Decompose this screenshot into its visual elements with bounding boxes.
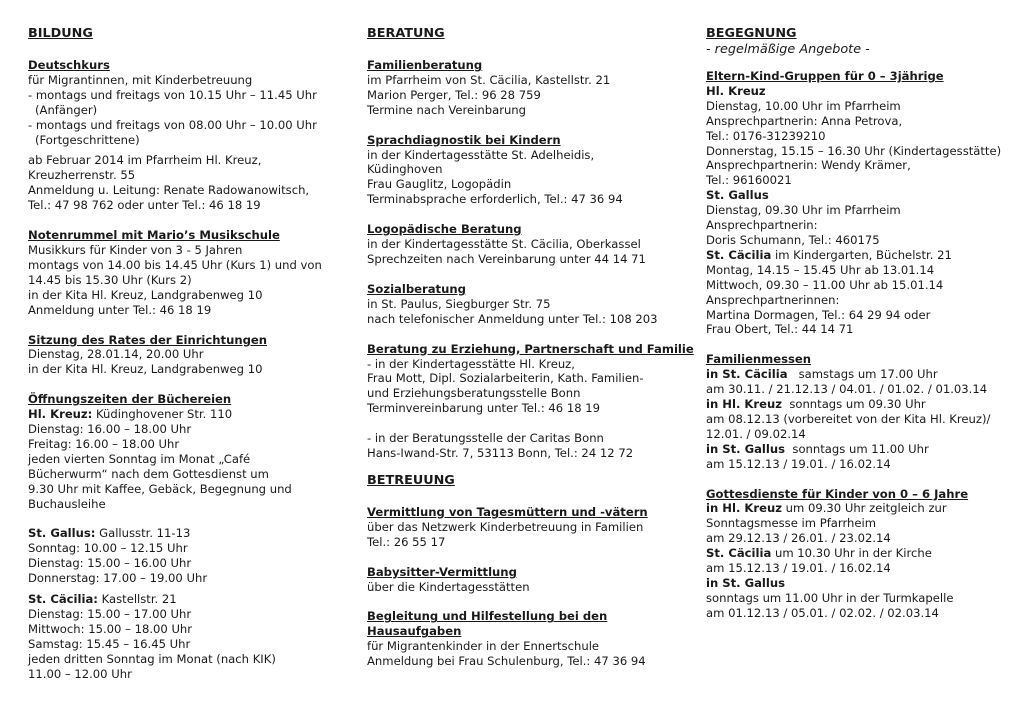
text-line: um 10.30 Uhr in der Kirche (771, 546, 932, 561)
text-line: für Migrantinnen, mit Kinderbetreuung (28, 72, 253, 87)
parish-name: in Hl. Kreuz (706, 501, 782, 516)
sitzung-title: Sitzung des Rates der Einrichtungen (28, 332, 267, 347)
text-line: - montags und freitags von 10.15 Uhr – 11.45 Uhr (28, 87, 317, 102)
text-line: Frau Mott, Dipl. Sozialarbeiterin, Kath. Familien- (367, 371, 644, 386)
caecilia-line (706, 546, 1012, 561)
text-line: Dienstag: 15.00 – 17.00 Uhr (28, 607, 192, 621)
text-line: - in der Kindertagesstätte Hl. Kreuz, (367, 356, 575, 371)
logopaedie-block (367, 222, 683, 267)
text-line: Anmeldung unter Tel.: 46 18 19 (28, 302, 212, 317)
familienmessen-title: Familienmessen (706, 352, 812, 367)
text-line: Bücherwurm“ nach dem Gottesdienst um (28, 466, 269, 481)
logopaedie-title: Logopädische Beratung (367, 222, 522, 237)
library-name: St. Cäcilia: (28, 592, 98, 607)
text-line: am 01.12.13 / 05.01. / 02.02. / 02.03.14 (706, 605, 939, 620)
text-line: (Anfänger) (35, 102, 98, 117)
text-line: Anmeldung u. Leitung: Renate Radowanowitsch, (28, 183, 310, 198)
text-line: Ansprechpartnerin: Wendy Krämer, (706, 158, 911, 173)
text-line: (Fortgeschrittene) (35, 132, 140, 147)
text-line: samstags um 17.00 Uhr (787, 367, 938, 382)
text-line: Terminvereinbarung unter Tel.: 46 18 19 (367, 401, 601, 416)
erziehung-block (367, 341, 694, 461)
library-gallus-line (28, 526, 344, 541)
gottesdienste-block (706, 487, 1012, 621)
text-line: Terminabsprache erforderlich, Tel.: 47 36 94 (367, 192, 623, 207)
buecherei-title: Öffnungszeiten der Büchereien (28, 392, 232, 407)
parish-name: Hl. Kreuz (706, 83, 766, 98)
text-line: Mittwoch, 09.30 – 11.00 Uhr ab 15.01.14 (706, 277, 944, 292)
sitzung-block (28, 333, 344, 378)
text-line: Tel.: 26 55 17 (367, 534, 446, 549)
text-line: in der Kita Hl. Kreuz, Landgrabenweg 10 (28, 287, 263, 302)
babysitter-block (367, 565, 683, 595)
text-line: Musikkurs für Kinder von 3 - 5 Jahren (28, 242, 243, 257)
text-line: am 15.12.13 / 19.01. / 16.02.14 (706, 561, 891, 576)
text-line: um 09.30 Uhr zeitgleich zur (781, 501, 947, 516)
text-line: Tel.: 96160021 (706, 173, 792, 188)
parish-name: in St. Gallus (706, 576, 786, 590)
text-line: in der Kindertagesstätte St. Adelheidis, (367, 147, 595, 162)
text-line: jeden vierten Sonntag im Monat „Café (28, 451, 251, 466)
text-line: ab Februar 2014 im Pfarrheim Hl. Kreuz, (28, 153, 262, 168)
sozialberatung-block (367, 282, 683, 327)
text-line: Frau Obert, Tel.: 44 14 71 (706, 322, 854, 337)
text-line: Montag, 14.15 – 15.45 Uhr ab 13.01.14 (706, 262, 935, 277)
text-line: Ansprechpartnerin: Anna Petrova, (706, 113, 903, 128)
parish-name: in St. Gallus (706, 441, 786, 456)
text-line: 12.01. / 09.02.14 (706, 426, 806, 441)
text-line: 11.00 – 12.00 Uhr (28, 666, 132, 681)
text-line: über die Kindertagesstätten (367, 579, 530, 594)
babysitter-title: Babysitter-Vermittlung (367, 564, 517, 579)
text-line: Dienstag, 28.01.14, 20.00 Uhr (28, 347, 204, 362)
text-line: im Kindergarten, Büchelstr. 21 (771, 247, 952, 262)
text-line: Küdinghoven (367, 162, 443, 177)
text-line: sonntags um 11.00 Uhr in der Turmkapelle (706, 590, 954, 605)
parish-name: in St. Cäcilia (706, 367, 788, 382)
text-line: Marion Perger, Tel.: 96 28 759 (367, 87, 541, 102)
text-line: und Erziehungsberatungsstelle Bonn (367, 386, 581, 401)
text-line: in St. Paulus, Siegburger Str. 75 (367, 296, 551, 311)
notenrummel-title: Notenrummel mit Mario’s Musikschule (28, 228, 280, 243)
text-line: im Pfarrheim von St. Cäcilia, Kastellstr. 21 (367, 72, 611, 87)
deutschkurs-block (28, 58, 344, 213)
text-line: in der Kindertagesstätte St. Cäcilia, Oberkassel (367, 237, 641, 252)
library-name: Hl. Kreuz: (28, 407, 93, 422)
sozialberatung-title: Sozialberatung (367, 281, 466, 296)
heading-begegnung: BEGEGNUNG (706, 26, 797, 41)
text-line: Doris Schumann, Tel.: 460175 (706, 232, 880, 247)
gallus-line (706, 442, 1012, 457)
text-line: am 08.12.13 (vorbereitet von der Kita Hl. Kreuz)/ (706, 411, 991, 426)
eltern-kind-block (706, 69, 1012, 337)
library-kreuz-line (28, 407, 344, 422)
text-line: Anmeldung bei Frau Schulenburg, Tel.: 47 36 94 (367, 654, 646, 669)
text-line: für Migrantenkinder in der Ennertschule (367, 639, 600, 654)
text-line: sonntags um 11.00 Uhr (785, 441, 929, 456)
text-line: über das Netzwerk Kinderbetreuung in Familien (367, 519, 644, 534)
text-line: Frau Gauglitz, Logopädin (367, 177, 512, 192)
text-line: 9.30 Uhr mit Kaffee, Gebäck, Begegnung und (28, 481, 292, 496)
hausaufgaben-title: Begleitung und Hilfestellung bei den (367, 609, 608, 624)
text-line: Sonntag: 10.00 – 12.15 Uhr (28, 541, 188, 556)
caecilia-line (706, 367, 1012, 382)
text-line: 14.45 bis 15.30 Uhr (Kurs 2) (28, 272, 192, 287)
caecilia-line (706, 248, 1012, 263)
heading-beratung: BERATUNG (367, 26, 445, 41)
library-address: Küdinghovener Str. 110 (92, 407, 233, 422)
text-line: Donnerstag, 15.15 – 16.30 Uhr (Kindertagesstätte) (706, 143, 1002, 158)
gottesdienste-title: Gottesdienste für Kinder von 0 – 6 Jahre (706, 486, 969, 501)
text-line: Martina Dormagen, Tel.: 64 29 94 oder (706, 307, 931, 322)
parish-name: St. Gallus (706, 188, 769, 203)
text-line: Tel.: 0176-31239210 (706, 128, 826, 143)
buecherei-block (28, 392, 344, 681)
erziehung-title: Beratung zu Erziehung, Partnerschaft und Familie (367, 341, 694, 356)
text-line: am 15.12.13 / 19.01. / 16.02.14 (706, 456, 891, 471)
text-line: nach telefonischer Anmeldung unter Tel.: 108 203 (367, 311, 658, 326)
deutschkurs-title: Deutschkurs (28, 58, 110, 72)
kreuz-line (706, 397, 1012, 412)
heading-bildung: BILDUNG (28, 26, 93, 41)
text-line: am 29.12.13 / 26.01. / 23.02.14 (706, 531, 891, 546)
text-line: Dienstag, 10.00 Uhr im Pfarrheim (706, 98, 901, 113)
familienmessen-block (706, 352, 1012, 471)
library-caecilia-line (28, 592, 344, 607)
sprachdiagnostik-block (367, 133, 683, 208)
text-line: Hans-Iwand-Str. 7, 53113 Bonn, Tel.: 24 12 72 (367, 446, 634, 461)
text-line: Dienstag, 09.30 Uhr im Pfarrheim (706, 203, 901, 218)
text-line: am 30.11. / 21.12.13 / 04.01. / 01.02. / 01.03.14 (706, 382, 988, 397)
familienberatung-title: Familienberatung (367, 58, 483, 72)
text-line: Mittwoch: 15.00 – 18.00 Uhr (28, 621, 193, 636)
text-line: Tel.: 47 98 762 oder unter Tel.: 46 18 19 (28, 198, 261, 213)
tagesmuetter-title: Vermittlung von Tagesmüttern und -vätern (367, 504, 648, 519)
text-line: montags von 14.00 bis 14.45 Uhr (Kurs 1) und von (28, 257, 322, 272)
column-bildung (28, 26, 344, 682)
text-line: sonntags um 09.30 Uhr (781, 397, 926, 412)
text-line: Ansprechpartnerin: (706, 218, 818, 233)
text-line: Sonntagsmesse im Pfarrheim (706, 516, 877, 531)
kreuz-line (706, 501, 1012, 516)
sprachdiagnostik-title: Sprachdiagnostik bei Kindern (367, 132, 561, 147)
column-beratung (367, 26, 694, 669)
hausaufgaben-title: Hausaufgaben (367, 624, 462, 639)
eltern-kind-title: Eltern-Kind-Gruppen für 0 – 3jährige (706, 69, 944, 83)
text-line: Dienstag: 15.00 – 16.00 Uhr (28, 556, 192, 571)
text-line: Donnerstag: 17.00 – 19.00 Uhr (28, 571, 208, 586)
familienberatung-block (367, 58, 683, 118)
library-address: Gallusstr. 11-13 (95, 526, 191, 541)
text-line: Freitag: 16.00 – 18.00 Uhr (28, 436, 180, 451)
parish-name: St. Cäcilia (706, 546, 772, 561)
library-name: St. Gallus: (28, 526, 96, 541)
text-line: Ansprechpartnerinnen: (706, 292, 840, 307)
text-line: Buchausleihe (28, 496, 106, 511)
tagesmuetter-block (367, 505, 683, 550)
library-address: Kastellstr. 21 (97, 592, 177, 607)
parish-name: in Hl. Kreuz (706, 397, 782, 412)
text-line: Samstag: 15.45 – 16.45 Uhr (28, 636, 191, 651)
text-line: Sprechzeiten nach Vereinbarung unter 44 14 71 (367, 251, 646, 266)
notenrummel-block (28, 228, 344, 317)
parish-name: St. Cäcilia (706, 247, 772, 262)
text-line: jeden dritten Sonntag im Monat (nach KIK) (28, 651, 276, 666)
text-line: Kreuzherrenstr. 55 (28, 168, 136, 183)
text-line: - montags und freitags von 08.00 Uhr – 10.00 Uhr (28, 117, 317, 132)
column-begegnung (706, 26, 1012, 621)
text-line: in der Kita Hl. Kreuz, Landgrabenweg 10 (28, 362, 263, 377)
text-line: - in der Beratungsstelle der Caritas Bonn (367, 431, 604, 446)
text-line: Termine nach Vereinbarung (367, 102, 527, 117)
heading-betreuung: BETREUUNG (367, 472, 455, 488)
hausaufgaben-block (367, 609, 683, 669)
subheading-begegnung: - regelmäßige Angebote - (706, 42, 870, 57)
text-line: Dienstag: 16.00 – 18.00 Uhr (28, 422, 192, 437)
